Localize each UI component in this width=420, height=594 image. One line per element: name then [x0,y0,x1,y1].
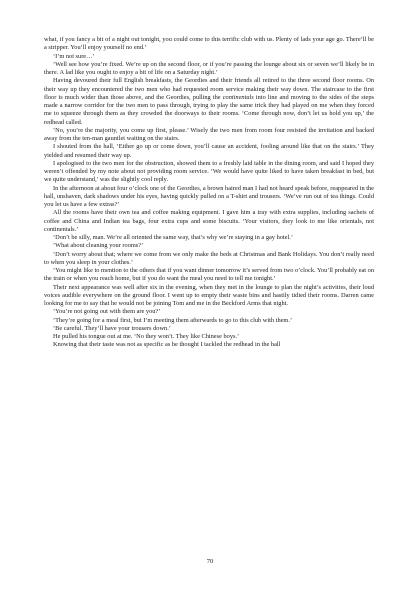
paragraph: ‘Don’t worry about that; where we come from we only make the beds at Christmas and Bank Holidays. You don’t really need to when you sleep in your clothes.’ [44,250,374,266]
paragraph: He pulled his tongue out at me. ‘No they won’t. They like Chinese boys.’ [53,333,240,340]
paragraph: Knowing that their taste was not as specific as he thought I tackled the redhead in the hall [53,341,281,349]
paragraph: ‘Don’t be silly, man. We’re all oriented the same way, that’s why we’re staying in a gay hotel.’ [53,234,293,241]
paragraph: ‘Well see how you’re fixed. We’re up on the second floor, or if you’re passing the lounge about six or seven we’ll likely be in there. A lad like you ought to enjoy a bit of life on a Saturday night.’ [44,60,374,76]
paragraph: All the rooms have their own tea and coffee making equipment. I gave him a tray with extra supplies, including sachets of coffee and China and Indian tea bags, four extra cups and some biscuits. ‘Your visitors, they look to me like orientals, not continentals.’ [44,209,374,233]
paragraph: ‘I’m not sure…’ [53,52,95,60]
paragraph: ‘No, you’re the majority, you come up first, please.’ Wisely the two men from room four resisted the invitation and backed away from the ten-man gauntlet waiting on the stairs. [44,126,374,142]
paragraph: ‘What about cleaning your rooms?’ [53,242,144,250]
paragraph: ‘You might like to mention to the others that if you want dinner tomorrow it’s served from two o’clock. You’ll probably eat on the train or when you reach home, but if you do want the meal you need to tell me tonight.’ [44,267,374,283]
paragraph: In the afternoon at about four o’clock one of the Geordies, a brown haired man I had not heard speak before, reappeared in the hall, unshaven, dark shadows under his eyes, having quickly pulled on a T-shirt and trousers. ‘We’ve run out of tea things. Could you let us have a few extras?’ [44,184,374,208]
page-number: 70 [206,558,214,565]
paragraph: ‘Be careful. They’ll have your trousers down.’ [53,324,171,332]
paragraph: ‘They’re going for a meal first, but I’m meeting them afterwards to go to this club with them.’ [53,316,293,324]
body-text [44,36,374,350]
paragraph: I shouted from the hall, ‘Either go up or come down, you’ll cause an accident, fooling around like that on the stairs.’ They yielded and resumed their way up. [44,143,374,159]
paragraph: Their next appearance was well after six in the evening, when they met in the lounge to plan the night’s activities, their loud voices audible everywhere on the ground floor. I went up to empty their waste bins and hastily tidied their rooms. Darren came looking for me to say that he would not be joining Tom and me in the Beckford Arms that night. [44,283,374,307]
paragraph: what, if you fancy a bit of a night out tonight, you could come to this terrific club with us. Plenty of lads your age go. There’ll be a stripper. You’ll enjoy yourself no end.’ [44,36,374,52]
paragraph: I apologised to the two men for the obstruction, showed them to a freshly laid table in the dining room, and said I hoped they weren’t offended by my note about not providing room service. ‘We would have quite liked to have taken breakfast in bed, but we quite understand,’ was the slightly cool reply. [44,159,374,184]
paragraph: ‘You’re not going out with them are you?’ [53,308,161,316]
paragraph: Having devoured their full English breakfasts, the Geordies and their friends all retired to the three second floor rooms. On their way up they encountered the two men who had requested room service making their way down. The staircase to the first floor is much wider than those above, and the Geordies, pulling the continentals into line and moving to the sides of the steps made a narrow corridor for the two men to pass through, trying to play the same trick they had played on me when they forced me to squeeze through them as they crowded the doorways to their rooms. ‘Come through now, don’t let us hold you up,’ the redhead called. [44,77,374,126]
